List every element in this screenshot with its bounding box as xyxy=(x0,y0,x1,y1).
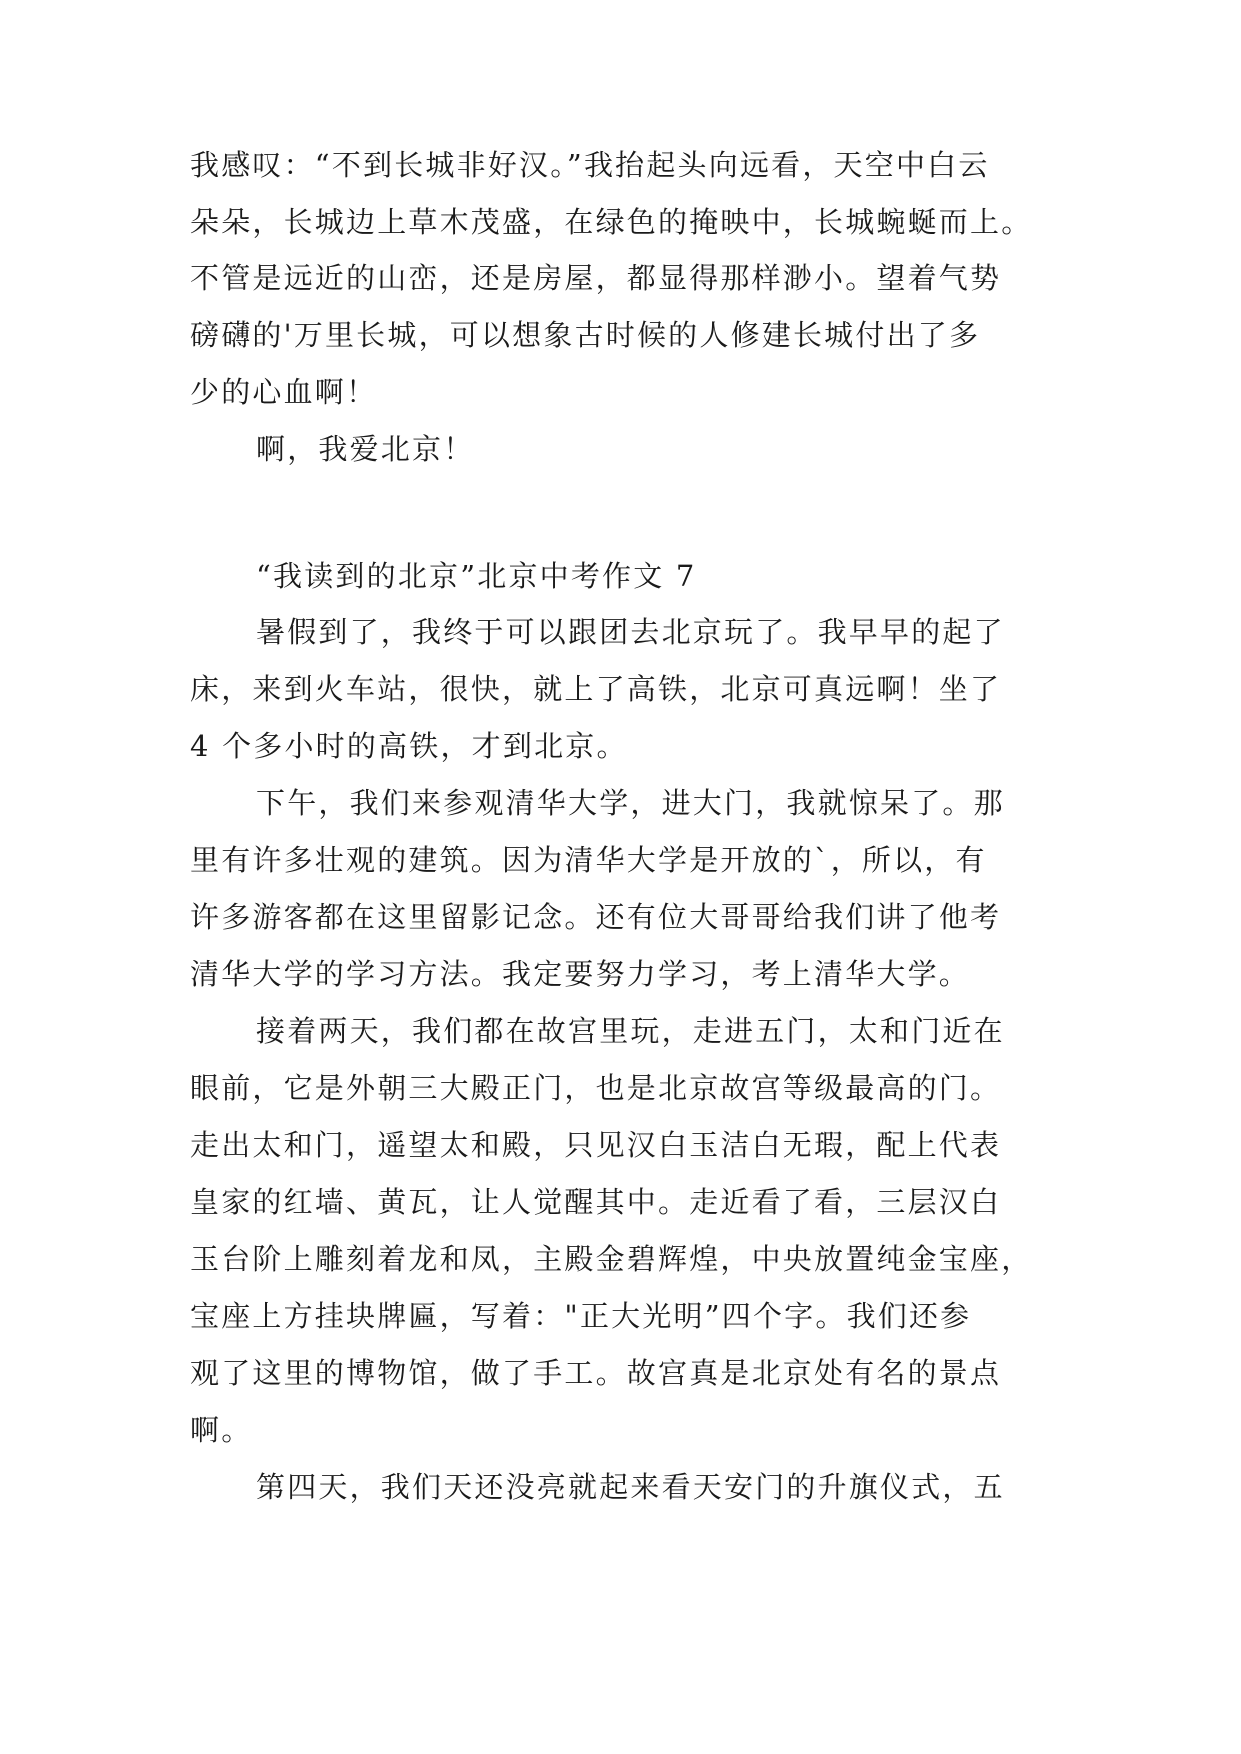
text-line: 宝座上方挂块牌匾，写着："正大光明”四个字。我们还参 xyxy=(190,1299,972,1333)
text-line: 朵朵，长城边上草木茂盛，在绿色的掩映中，长城蜿蜒而上。 xyxy=(190,205,1033,239)
text-line: 啊。 xyxy=(190,1413,253,1447)
text-line: 啊，我爱北京！ xyxy=(256,432,475,466)
text-line: 眼前，它是外朝三大殿正门，也是北京故宫等级最高的门。 xyxy=(190,1071,1002,1105)
text-line: 我感叹：“不到长城非好汉。”我抬起头向远看，天空中白云 xyxy=(190,148,990,182)
text-line: 走出太和门，遥望太和殿，只见汉白玉洁白无瑕，配上代表 xyxy=(190,1128,1002,1162)
text-line: 里有许多壮观的建筑。因为清华大学是开放的`，所以，有 xyxy=(190,843,987,877)
text-line: 第四天，我们天还没亮就起来看天安门的升旗仪式，五 xyxy=(256,1470,1005,1504)
text-line: 下午，我们来参观清华大学，进大门，我就惊呆了。那 xyxy=(256,786,1005,820)
text-line: 少的心血啊！ xyxy=(190,375,378,409)
text-line: 许多游客都在这里留影记念。还有位大哥哥给我们讲了他考 xyxy=(190,900,1002,934)
text-line: 皇家的红墙、黄瓦，让人觉醒其中。走近看了看，三层汉白 xyxy=(190,1185,1002,1219)
text-line: 暑假到了，我终于可以跟团去北京玩了。我早早的起了 xyxy=(256,615,1005,649)
text-line: 接着两天，我们都在故宫里玩，走进五门，太和门近在 xyxy=(256,1014,1005,1048)
article-title: “我读到的北京”北京中考作文 7 xyxy=(256,559,697,593)
text-line: 不管是远近的山峦，还是房屋，都显得那样渺小。望着气势 xyxy=(190,261,1002,295)
text-line: 清华大学的学习方法。我定要努力学习，考上清华大学。 xyxy=(190,957,971,991)
text-line: 观了这里的博物馆，做了手工。故宫真是北京处有名的景点 xyxy=(190,1356,1002,1390)
text-line: 磅礴的'万里长城，可以想象古时候的人修建长城付出了多 xyxy=(190,318,981,352)
text-line: 玉台阶上雕刻着龙和凤，主殿金碧辉煌，中央放置纯金宝座， xyxy=(190,1242,1033,1276)
text-line: 床，来到火车站，很快，就上了高铁，北京可真远啊！坐了 xyxy=(190,672,1002,706)
text-line: 4 个多小时的高铁，才到北京。 xyxy=(190,729,628,763)
